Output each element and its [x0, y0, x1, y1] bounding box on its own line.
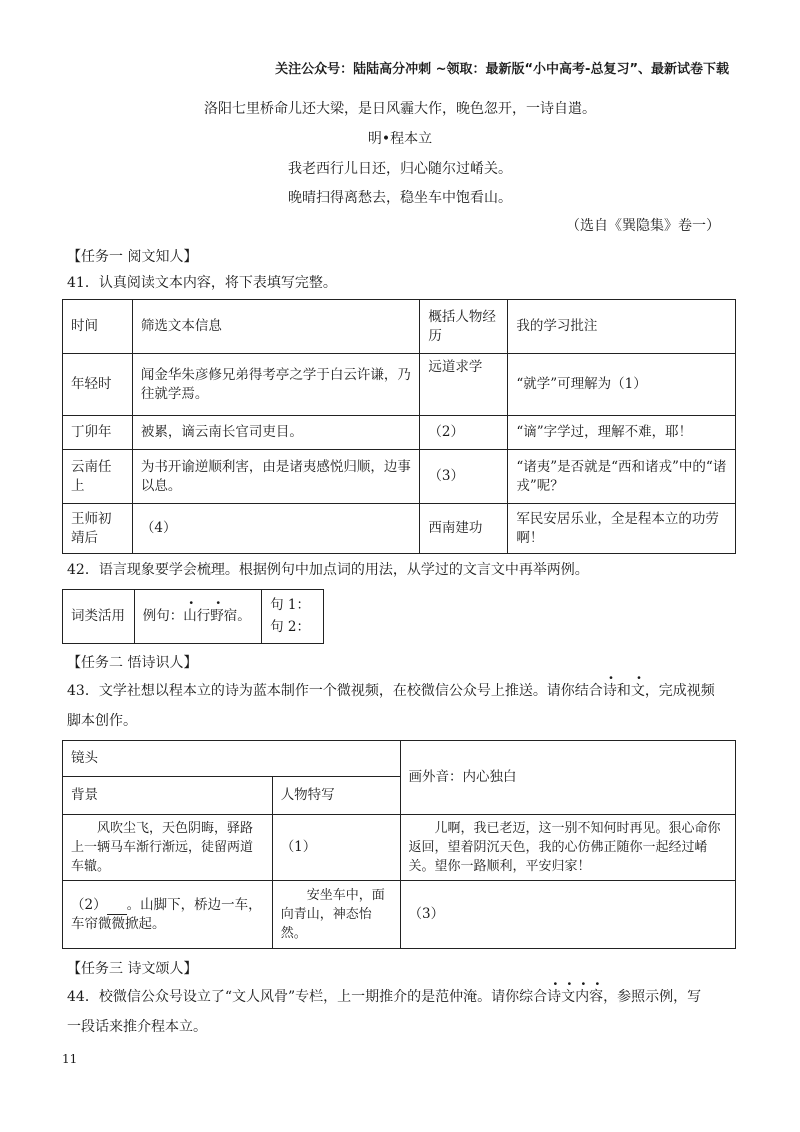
table-41	[62, 299, 736, 554]
table-43	[62, 740, 736, 949]
table-cell: 闻金华朱彦修兄弟得考亭之学于白云许谦，乃往就学焉。	[132, 354, 420, 416]
table-42	[62, 589, 324, 644]
table-row	[63, 450, 736, 504]
answer-cell-2[interactable]	[63, 881, 273, 949]
answer-cell-2[interactable]: （2）	[420, 416, 508, 450]
question-42: 42．语言现象要学会梳理。根据例句中加点词的用法，从学过的文言文中再举两例。	[67, 562, 589, 578]
table-cell: 为书开谕逆顺利害，由是诸夷感悦归顺，边事以息。	[132, 450, 420, 504]
task-3-heading: 【任务三 诗文颂人】	[67, 961, 198, 977]
example-sentence	[134, 590, 261, 644]
word-class-label: 词类活用	[63, 590, 135, 644]
table-cell: 云南任上	[63, 450, 133, 504]
table-row	[63, 300, 736, 354]
dotted-char: 文	[630, 683, 645, 699]
q43-text: ，完成视频	[644, 683, 715, 699]
dotted-char: 野	[210, 608, 224, 624]
page-number: 11	[62, 1052, 78, 1066]
answer-cell-4[interactable]: （4）	[132, 504, 420, 554]
poem-line-2: 晚晴扫得离愁去，稳坐车中饱看山。	[288, 190, 512, 206]
sentence-1-field[interactable]: 句 1：	[262, 590, 324, 617]
table-cell: 年轻时	[63, 354, 133, 416]
header-lens: 镜头	[63, 741, 401, 777]
table-cell: 被累，谪云南长官司吏目。	[132, 416, 420, 450]
header-notes: 我的学习批注	[508, 300, 736, 354]
table-cell: 安坐车中，面向青山，神态怡然。	[272, 881, 400, 949]
table-row	[63, 354, 736, 416]
table-row	[63, 590, 324, 617]
header-note: 关注公众号：陆陆高分冲刺 ~领取：最新版“小中高考-总复习”、最新试卷下载	[275, 62, 729, 77]
table-cell: 西南建功	[420, 504, 508, 554]
table-row	[63, 416, 736, 450]
example-char: 行	[196, 608, 211, 624]
q44-text: ，参照示例，写	[603, 989, 702, 1005]
header-time: 时间	[63, 300, 133, 354]
fill-blank[interactable]	[107, 900, 127, 915]
table-cell-text: 。山脚下，桥边一车，车帘微微掀起。	[71, 896, 262, 932]
question-44	[67, 982, 737, 1042]
task-2-heading: 【任务二 悟诗识人】	[67, 655, 198, 671]
poem-title: 洛阳七里桥命儿还大梁，是日风霾大作，晚色忽开，一诗自遣。	[204, 101, 596, 117]
q43-text: 43．文学社想以程本立的诗为蓝本制作一个微视频，在校微信公众号上推送。请你结合	[67, 683, 603, 699]
header-voiceover: 画外音：内心独白	[400, 741, 735, 815]
example-end: 。	[237, 608, 251, 624]
dotted-char: 诗	[547, 989, 562, 1005]
example-prefix: 例句：	[142, 608, 184, 624]
header-character: 人物特写	[272, 777, 400, 815]
q43-text: 脚本创作。	[67, 713, 137, 729]
table-cell: “诸夷”是否就是“西和诸戎”中的“诸戎”呢？	[508, 450, 736, 504]
q44-text: 44．校微信公众号设立了“文人风骨”专栏，上一期推介的是范仲淹。请你综合	[67, 989, 548, 1005]
answer-cell-3[interactable]: （3）	[400, 881, 735, 949]
table-cell: 儿啊，我已老迈，这一别不知何时再见。狠心命你返回，望着阴沉天色，我的心仿佛正随你一起经过崤关。望你一路顺利，平安归家！	[400, 815, 735, 881]
task-1-heading: 【任务一 阅文知人】	[67, 249, 198, 265]
question-41: 41．认真阅读文本内容，将下表填写完整。	[67, 275, 337, 291]
table-row	[63, 815, 736, 881]
header-background: 背景	[63, 777, 273, 815]
header-experience: 概括人物经历	[420, 300, 508, 354]
answer-cell-1[interactable]: “就学”可理解为（1）	[508, 354, 736, 416]
table-cell: 王师初靖后	[63, 504, 133, 554]
poem-author: 明•程本立	[367, 131, 433, 147]
question-43	[67, 676, 737, 736]
table-row	[63, 881, 736, 949]
table-cell: “谪”字学过，理解不难，耶！	[508, 416, 736, 450]
sentence-2-field[interactable]: 句 2：	[262, 617, 324, 644]
blank-label: （2）	[71, 896, 107, 913]
dotted-char: 诗	[602, 683, 617, 699]
table-cell: 丁卯年	[63, 416, 133, 450]
table-row	[63, 741, 736, 777]
answer-cell-1[interactable]: （1）	[272, 815, 400, 881]
poem-line-1: 我老西行儿日还，归心随尔过崤关。	[288, 161, 512, 177]
dotted-char: 容	[589, 989, 604, 1005]
q43-text: 和	[616, 683, 631, 699]
example-char: 宿	[223, 608, 238, 624]
poem-source: （选自《巽隐集》卷一）	[566, 218, 720, 234]
dotted-char: 内	[575, 989, 590, 1005]
dotted-char: 山	[183, 608, 197, 624]
header-info: 筛选文本信息	[132, 300, 420, 354]
answer-cell-3[interactable]: （3）	[420, 450, 508, 504]
table-cell: 军民安居乐业，全是程本立的功劳啊！	[508, 504, 736, 554]
table-cell: 风吹尘飞，天色阴晦，驿路上一辆马车渐行渐远，徒留两道车辙。	[63, 815, 273, 881]
table-cell: 远道求学	[420, 354, 508, 416]
table-row	[63, 504, 736, 554]
q44-text: 一段话来推介程本立。	[67, 1019, 207, 1035]
dotted-char: 文	[561, 989, 576, 1005]
